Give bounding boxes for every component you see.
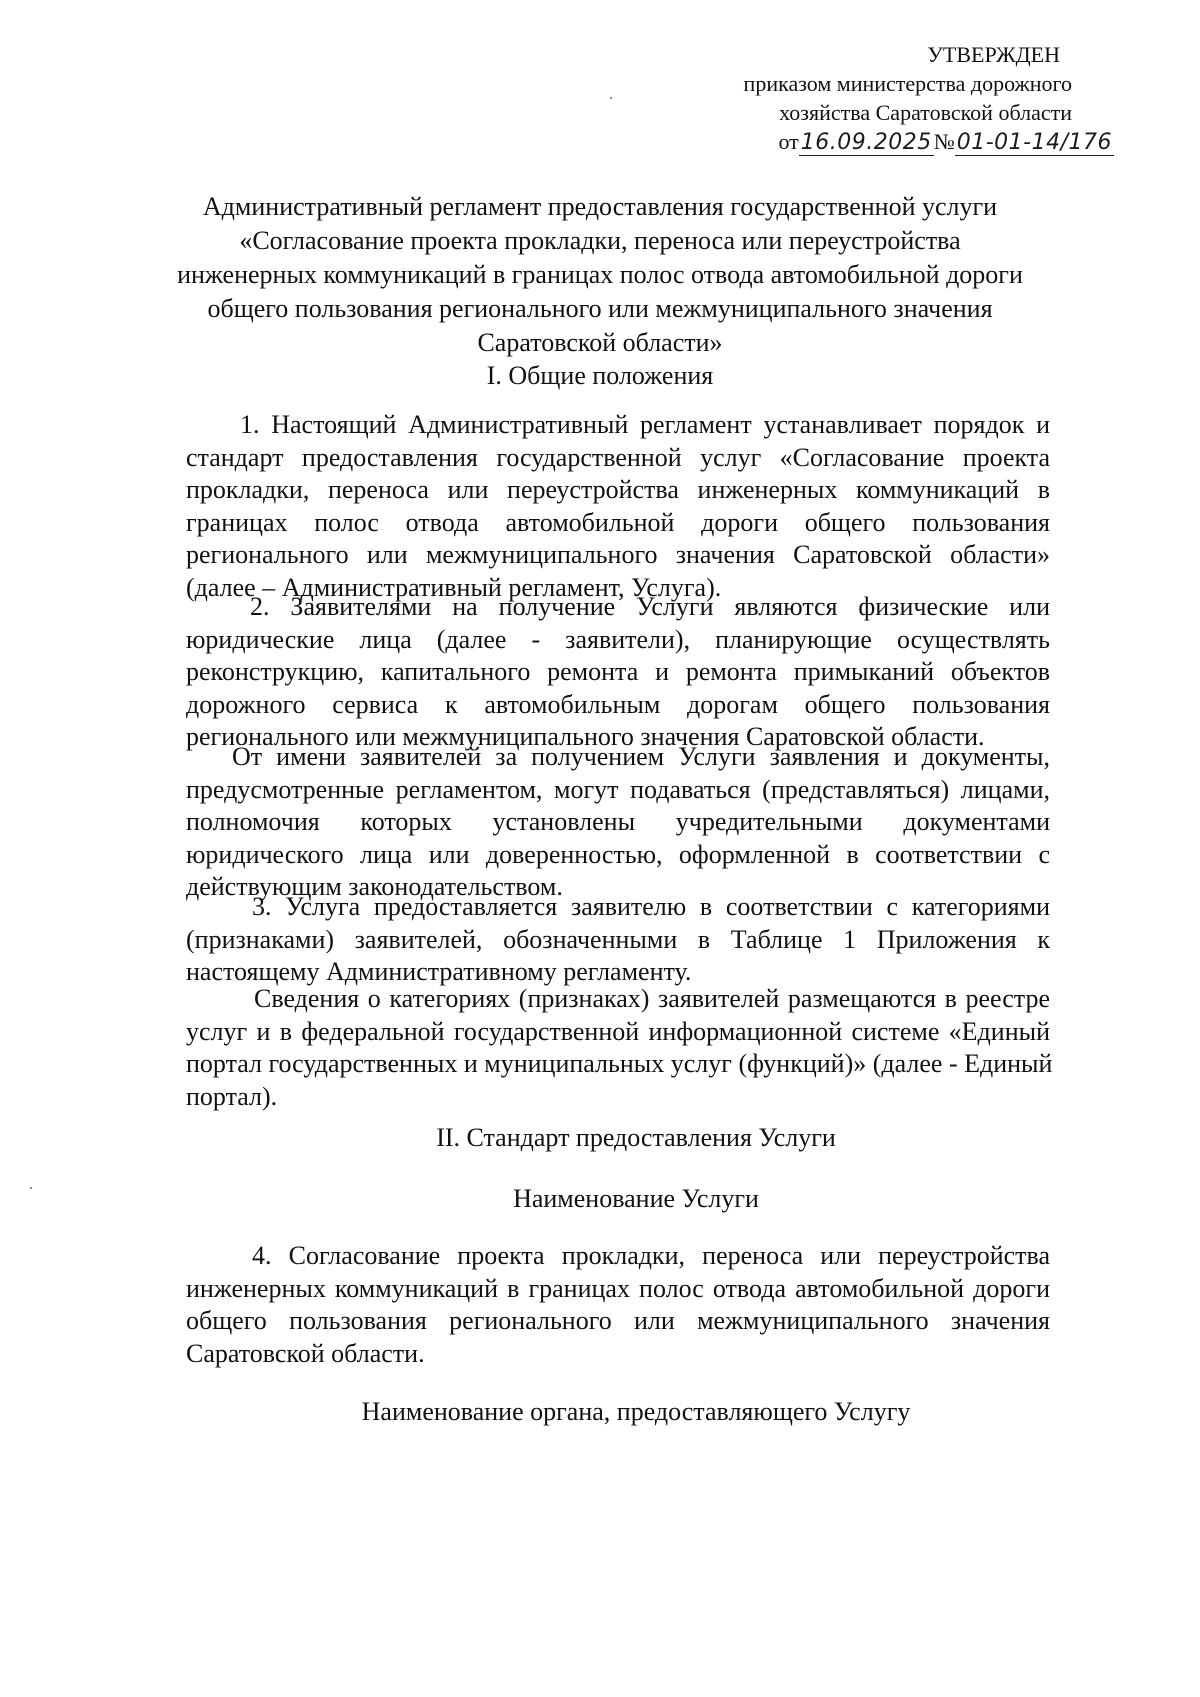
paragraph-3	[186, 741, 1050, 904]
title-line: общего пользования регионального или межмуниципального значения	[207, 294, 993, 323]
title-line: инженерных коммуникаций в границах полос отвода автомобильной дороги	[177, 260, 1023, 289]
number-value: 01-01-14/176	[956, 130, 1112, 155]
paragraph-line: регионального или межмуниципального значения Саратовской области»	[186, 540, 1050, 569]
paragraph-line: действующим законодательством.	[186, 872, 563, 901]
paragraph-line: 1. Настоящий Административный регламент устанавливает порядок и	[240, 410, 1050, 439]
paragraph-6	[186, 1240, 1050, 1370]
paragraph-line: 2. Заявителями на получение Услуги являются физические или	[250, 592, 1050, 621]
paragraph-5	[186, 983, 1053, 1113]
paragraph-1	[186, 409, 1050, 604]
title-line: Административный регламент предоставления государственной услуги	[202, 192, 998, 221]
document-title	[150, 190, 1050, 360]
number-prefix: №	[933, 129, 955, 154]
paragraph-line: полномочия которых установлены учредительными документами	[186, 807, 1050, 836]
paragraph-line: общего пользования регионального или межмуниципального значения	[186, 1306, 1050, 1335]
paragraph-line: стандарт предоставления государственной услуг «Согласование проекта	[186, 442, 1050, 472]
paragraph-line: дорожного сервиса к автомобильным дорогам общего пользования	[186, 689, 1050, 719]
paragraph-line: 4. Согласование проекта прокладки, переноса или переустройства	[252, 1241, 1050, 1270]
paragraph-line: прокладки, переноса или переустройства инженерных коммуникаций в	[186, 475, 1050, 504]
paragraph-line: Саратовской области.	[186, 1338, 425, 1368]
approval-line-2: хозяйства Саратовской области	[779, 100, 1072, 125]
approval-stamp: УТВЕРЖДЕН	[927, 42, 1060, 67]
paragraph-line: юридические лица (далее - заявители), планирующие осуществлять	[186, 624, 1050, 654]
subheading-authority-name: Наименование органа, предоставляющего Услугу	[361, 1397, 911, 1426]
section-1-heading: I. Общие положения	[486, 361, 714, 390]
paragraph-2	[186, 591, 1050, 754]
paragraph-line: (далее – Административный регламент, Услуга).	[186, 572, 722, 602]
scan-speck	[610, 97, 612, 99]
paragraph-line: регионального или межмуниципального значения Саратовской области.	[186, 722, 985, 751]
paragraph-4	[186, 891, 1050, 989]
title-line: «Согласование проекта прокладки, переноса или переустройства	[239, 226, 961, 255]
section-2-heading: II. Стандарт предоставления Услуги	[436, 1123, 836, 1152]
paragraph-line: инженерных коммуникаций в границах полос отвода автомобильной дороги	[186, 1273, 1050, 1303]
approval-line-1: приказом министерства дорожного	[743, 71, 1072, 96]
date-value: 16.09.2025	[800, 130, 932, 155]
title-line: Саратовской области»	[477, 328, 723, 357]
paragraph-line: границах полос отвода автомобильной дороги общего пользования	[186, 507, 1050, 537]
paragraph-line: 3. Услуга предоставляется заявителю в соответствии с категориями	[252, 892, 1050, 921]
paragraph-line: настоящему Административному регламенту.	[186, 957, 692, 986]
paragraph-line: Сведения о категориях (признаках) заявителей размещаются в реестре	[254, 984, 1050, 1013]
paragraph-line: услуг и в федеральной государственной информационной системе «Единый	[186, 1016, 1050, 1046]
approval-date-line	[652, 127, 1114, 157]
approval-block	[652, 40, 1112, 157]
scan-speck	[30, 1187, 32, 1189]
paragraph-line: юридического лица или доверенностью, оформленной в соответствии с	[186, 839, 1050, 869]
paragraph-line: От имени заявителей за получением Услуги заявления и документы,	[232, 742, 1050, 771]
paragraph-line: реконструкцию, капитального ремонта и ремонта примыканий объектов	[186, 657, 1050, 686]
paragraph-line: портал).	[186, 1081, 278, 1111]
paragraph-line: предусмотренные регламентом, могут подаваться (представляться) лицами,	[186, 774, 1050, 804]
date-prefix: от	[778, 129, 799, 154]
paragraph-line: портал государственных и муниципальных услуг (функций)» (далее - Единый	[186, 1049, 1053, 1078]
paragraph-line: (признаками) заявителей, обозначенными в Таблице 1 Приложения к	[186, 924, 1050, 954]
subheading-service-name: Наименование Услуги	[513, 1184, 759, 1213]
